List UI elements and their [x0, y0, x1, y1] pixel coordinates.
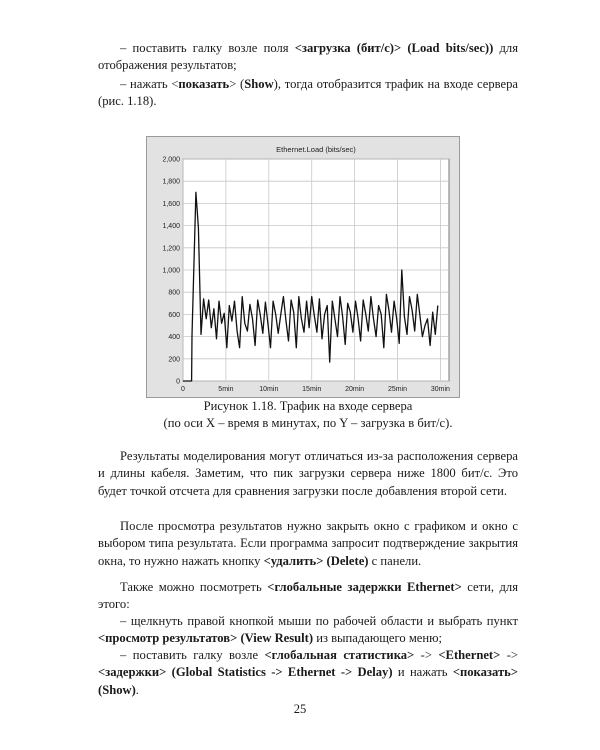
paragraph-view-result: [98, 613, 518, 648]
bold-text: (Delete): [326, 553, 369, 568]
paragraph-load-bits: [98, 40, 518, 75]
text: с панели.: [368, 553, 422, 568]
x-axis: [181, 386, 450, 393]
text: – нажать <: [120, 77, 179, 91]
y-tick-label: 2,000: [162, 156, 180, 164]
x-tick-label: 25min: [387, 386, 408, 393]
x-tick-label: 10min: [259, 386, 279, 393]
bold-text: (Load bits/sec)): [407, 41, 494, 55]
text: Также можно посмотреть: [120, 580, 268, 594]
y-tick-label: 1,400: [162, 223, 180, 231]
x-tick-label: 30min: [430, 386, 450, 393]
bold-text: <загрузка (бит/с)>: [294, 41, 402, 55]
x-tick-label: 15min: [302, 386, 322, 393]
text: > (: [229, 77, 245, 91]
chart-window: [146, 136, 460, 398]
x-tick-label: 0: [181, 386, 185, 393]
bold-text: <задержки>: [98, 665, 167, 680]
page-number: 25: [293, 702, 307, 716]
x-tick-label: 5min: [218, 386, 234, 393]
y-tick-label: 400: [168, 334, 180, 342]
text: .: [135, 682, 139, 697]
bold-text: <глобальная статистика>: [264, 648, 415, 662]
figure-caption-line1: Рисунок 1.18. Трафик на входе сервера: [203, 399, 413, 413]
text: для отображения результатов;: [98, 41, 518, 73]
text: – щелкнуть правой кнопкой мыши по рабочей области и выбрать пункт: [120, 614, 518, 628]
text: – поставить галку возле: [120, 648, 265, 662]
bold-text: (Global Statistics -> Ethernet -> Delay): [171, 665, 393, 680]
bold-text: (Show): [98, 682, 136, 697]
paragraph-show: [98, 76, 518, 111]
y-axis: [162, 157, 180, 386]
chart-title: Ethernet.Load (bits/sec): [276, 145, 356, 154]
y-tick-label: 1,000: [162, 267, 180, 275]
paragraph-global-delays: [98, 579, 518, 614]
paragraph-global-statistics: [98, 647, 518, 699]
y-tick-label: 0: [176, 378, 180, 386]
paragraph-results: [98, 448, 518, 500]
bold-text: <показать>: [452, 665, 518, 680]
bold-text: показать: [178, 77, 230, 91]
text: ), тогда отобразится трафик на входе сервера (рис. 1.18).: [98, 77, 518, 109]
paragraph-close-windows: [98, 518, 518, 570]
ethernet-load-chart: [147, 137, 459, 397]
x-tick-label: 20min: [345, 386, 365, 393]
bold-text: <просмотр результатов>: [98, 631, 238, 646]
y-tick-label: 1,600: [162, 200, 180, 208]
y-tick-label: 200: [168, 356, 180, 364]
y-tick-label: 1,200: [162, 245, 180, 253]
figure-caption-line2: (по оси X – время в минутах, по Y – загрузка в бит/с).: [163, 416, 453, 430]
y-tick-label: 600: [168, 311, 180, 319]
text: После просмотра результатов нужно закрыть окно с графиком и окно с выбором типа результата. Если программа запросит подтверждение закрытия окна, то нужно нажать кнопку: [98, 519, 518, 568]
y-tick-label: 1,800: [162, 178, 180, 186]
text: из выпадающего меню;: [313, 631, 443, 646]
text: и нажать: [392, 665, 453, 680]
text: ->: [500, 648, 519, 662]
text: ->: [414, 648, 439, 662]
text: – поставить галку возле поля: [120, 41, 295, 55]
bold-text: (View Result): [240, 631, 314, 646]
bold-text: <глобальные задержки Ethernet>: [267, 580, 462, 594]
bold-text: <удалить>: [263, 553, 324, 568]
bold-text: Show: [244, 77, 274, 91]
y-tick-label: 800: [168, 289, 180, 297]
text: сети, для этого:: [98, 580, 518, 612]
bold-text: <Ethernet>: [438, 648, 501, 662]
text: Результаты моделирования могут отличаться из-за расположения сервера и длины кабеля. Заметим, что пик загрузки сервера ниже 1800 бит/с. Это будет точкой отсчета для сравнения загрузки после добавления второй сети.: [98, 449, 518, 498]
